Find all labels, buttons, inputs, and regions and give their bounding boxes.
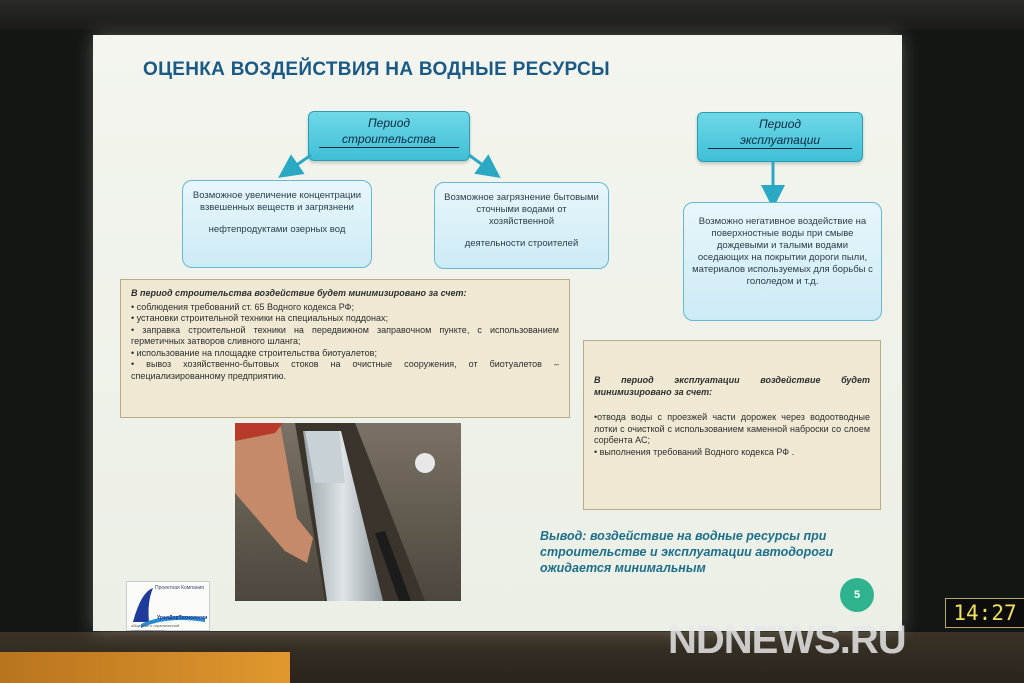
impact-left-text2: нефтепродуктами озерных вод — [208, 224, 346, 235]
orange-strip — [0, 652, 290, 683]
company-logo — [126, 581, 210, 631]
impact-middle-text2: деятельности строителей — [464, 238, 579, 249]
projected-slide — [93, 35, 902, 631]
impact-box-left — [182, 180, 372, 268]
operation-phase-line2: эксплуатации — [708, 132, 852, 149]
slide-title: ОЦЕНКА ВОЗДЕЙСТВИЯ НА ВОДНЫЕ РЕСУРСЫ — [143, 59, 610, 80]
arrow-to-left-impact — [288, 155, 311, 171]
arrow-to-middle-impact — [469, 155, 491, 171]
operation-mitigation-note — [583, 340, 881, 510]
drainage-tray-photo — [235, 423, 461, 601]
construction-phase-line1: Период — [367, 116, 411, 130]
logo-top-text: Проектная Компания — [155, 585, 204, 591]
conclusion-text: Вывод: воздействие на водные ресурсы при строительстве и эксплуатации автодороги ожидается минимальным — [540, 529, 834, 575]
impact-middle-text: Возможное загрязнение бытовыми сточными водами от хозяйственной — [444, 192, 599, 227]
construction-note-item: • использование на площадке строительства биотуалетов; — [131, 347, 377, 358]
impact-box-right — [683, 202, 882, 321]
logo-subtitle: общество с ограниченной ответственностью — [131, 623, 180, 633]
construction-note-heading: В период строительства воздействие будет минимизировано за счет: — [131, 288, 467, 298]
operation-note-item: • выполнения требований Водного кодекса РФ . — [594, 446, 795, 457]
operation-note-heading: В период эксплуатации воздействие будет минимизировано за счет: — [594, 375, 870, 397]
impact-box-middle — [434, 182, 609, 269]
operation-phase-line1: Период — [758, 117, 802, 131]
impact-right-text: Возможно негативное воздействие на поверхностные воды при смыве дождевыми и талыми водами оседающих на покрытии дороги пыли, материалов используемых для борьбы с гололедом и т.д. — [692, 216, 873, 287]
page-number-badge: 5 — [840, 578, 874, 612]
construction-mitigation-note — [120, 279, 570, 418]
operation-note-item: •отвода воды с проезжей части дорожек через водоотводные лотки с очисткой с использованием каменной наброски со слоем сорбента АС; — [594, 412, 870, 445]
room-background-top — [0, 0, 1024, 30]
construction-note-item: • заправка строительной техники на передвижном заправочном пункте, с использованием герметичных затворов сливного шланга; — [131, 324, 559, 346]
timer-display: 14:27 — [945, 598, 1024, 628]
construction-note-item: • установки строительной техники на специальных поддонах; — [131, 313, 389, 323]
impact-left-text: Возможное увеличение концентрации взвешенных веществ и загрязнени — [192, 190, 362, 213]
watermark: NDNEWS.RU — [668, 618, 906, 662]
construction-phase-line2: строительства — [319, 131, 459, 148]
logo-company-name: УралДорТехнологии — [157, 615, 208, 621]
construction-note-item: • соблюдения требований ст. 65 Водного кодекса РФ; — [131, 301, 355, 312]
construction-note-item: • вывоз хозяйственно-бытовых стоков на очистные сооружения, от биотуалетов – специализированному предприятию. — [131, 359, 559, 381]
